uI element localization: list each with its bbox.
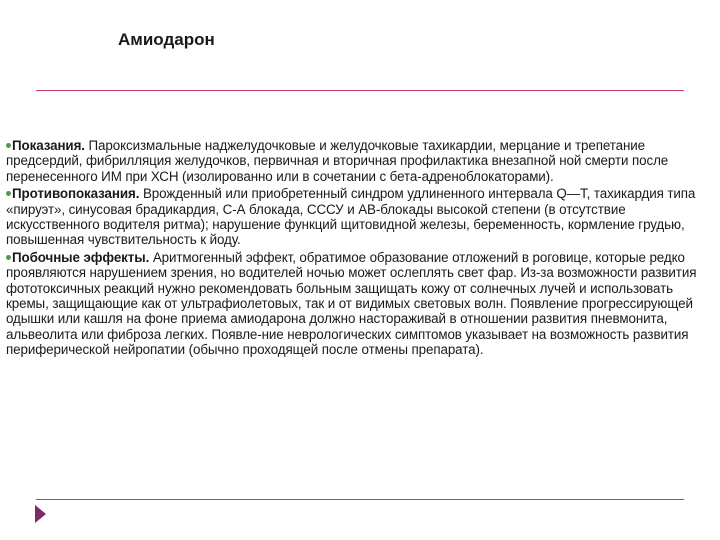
section-text: Пароксизмальные наджелудочковые и желудочковые тахикардии, мерцание и трепетание предсердий, фибрилляция желудочков, первичная и вторичная профилактика внезапной ной смерти после перенесенного ИМ при ХСН (изолированно или в сочетании с бета-адреноблокаторами). — [6, 138, 669, 184]
bullet-icon — [6, 143, 11, 148]
bottom-divider — [36, 499, 684, 500]
section-label: Показания. — [12, 138, 85, 153]
section-text: Аритмогенный эффект, обратимое образование отложений в роговице, которые редко проявляются нарушением зрения, но водителей ночью может ослеплять свет фар. Из-за возможности развития фототоксичных реакций нужно рекомендовать больным защищать кожу от солнечных лучей и использовать кремы, защищающие как от ультрафиолетовых, так и от видимых световых волн. Появление прогрессирующей одышки или кашля на фоне приема амиодарона должно настораживай в отношении развития пневмонита, альвеолита или фиброза легких. Появле-ние неврологических симптомов указывает на возможность развития периферической нейропатии (обычно проходящей после отмены препарата). — [6, 249, 697, 358]
top-divider — [36, 90, 684, 91]
section-label: Противопоказания. — [12, 186, 140, 202]
section-text: Врожденный или приобретенный синдром удлиненного интервала Q—T, тахикардия типа «пируэт», синусовая брадикардия, С-А блокада, СССУ и АВ-блокады высокой степени (в отсутствие искусственного водителя ритма); нарушение функций щитовидной железы, беременность, кормление грудью, повышенная чувствительность к йоду. — [6, 186, 696, 248]
section-side-effects — [6, 250, 706, 358]
section-contraindications — [6, 186, 706, 248]
section-indications — [6, 138, 706, 184]
slide-title: Амиодарон — [118, 30, 215, 49]
triangle-right-icon[interactable] — [35, 505, 46, 523]
bullet-icon — [6, 255, 11, 260]
bullet-icon — [6, 191, 11, 196]
section-label: Побочные эффекты. — [12, 249, 150, 265]
slide-body — [6, 138, 706, 360]
